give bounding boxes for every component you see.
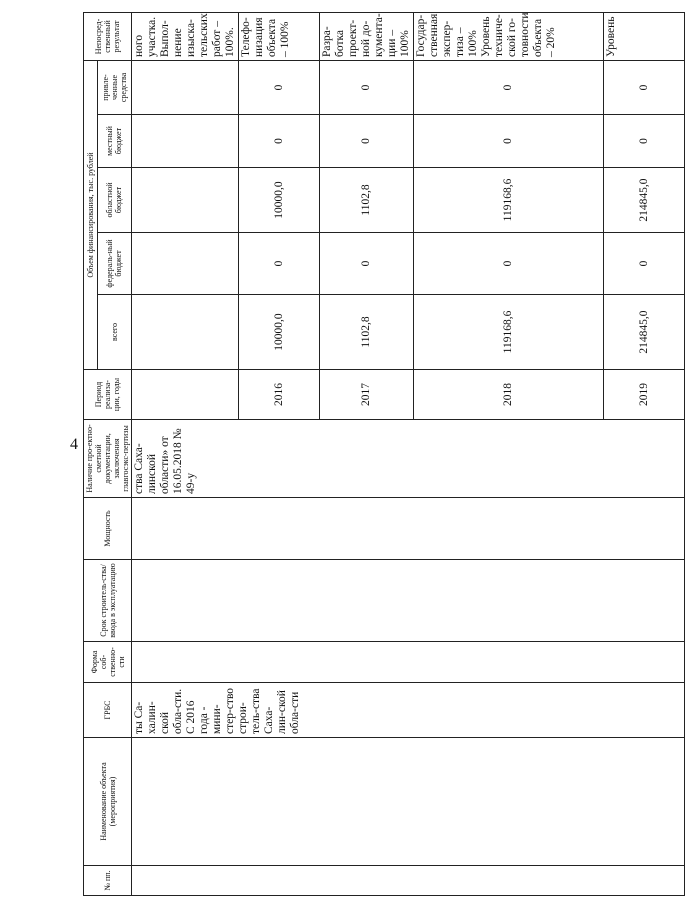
cell-period: [132, 370, 239, 420]
cell-total: [132, 295, 239, 370]
header-row-1: [84, 13, 98, 896]
cell-local: 0: [414, 115, 604, 168]
cell-year: 2017: [320, 370, 414, 420]
cell-docs: ства Саха-линской области» от 16.05.2018 № 49-у: [132, 420, 685, 498]
cell-regional: 214845,0: [604, 168, 685, 233]
cell-result: Телефо-низация объекта – 100%: [239, 13, 320, 61]
funding-table: [83, 12, 685, 896]
header-funding: Объем финансирования, тыс. рублей: [84, 61, 98, 370]
cell-regional: 1102,8: [320, 168, 414, 233]
page-number: 4: [70, 436, 78, 453]
cell-regional: 10000,0: [239, 168, 320, 233]
cell-name: [132, 738, 685, 866]
cell-year: 2018: [414, 370, 604, 420]
cell-federal: 0: [320, 233, 414, 295]
cell-attracted: 0: [414, 61, 604, 115]
rotated-table-container: [83, 12, 650, 896]
cell-regional: [132, 168, 239, 233]
cell-attracted: 0: [604, 61, 685, 115]
cell-year: 2019: [604, 370, 685, 420]
header-num: № пп.: [84, 866, 132, 896]
cell-power: [132, 498, 685, 560]
header-grbs: ГРБС: [84, 683, 132, 738]
cell-federal: 0: [414, 233, 604, 295]
cell-total: 119168,6: [414, 295, 604, 370]
cell-num: [132, 866, 685, 896]
header-form: Форма соб-ственно-сти: [84, 642, 132, 683]
header-name: Наименование объекта (мероприятия): [84, 738, 132, 866]
cell-local: 0: [239, 115, 320, 168]
cell-year: 2016: [239, 370, 320, 420]
header-total: всего: [97, 295, 131, 370]
header-power: Мощность: [84, 498, 132, 560]
cell-total: 1102,8: [320, 295, 414, 370]
table-row: [132, 13, 239, 896]
cell-regional: 119168,6: [414, 168, 604, 233]
cell-local: [132, 115, 239, 168]
header-result: Непосред-ственный результат: [84, 13, 132, 61]
cell-total: 10000,0: [239, 295, 320, 370]
header-term: Срок строитель-ства/ввода в эксплуатацию: [84, 560, 132, 642]
cell-form: [132, 642, 685, 683]
cell-local: 0: [604, 115, 685, 168]
header-regional: областной бюджет: [97, 168, 131, 233]
cell-term: [132, 560, 685, 642]
cell-local: 0: [320, 115, 414, 168]
cell-result: ного участка. Выпол-нение изыска-тельских работ – 100%.: [132, 13, 239, 61]
cell-federal: 0: [239, 233, 320, 295]
header-docs: Наличие про-ектно-сметной документации, заключения главгосэкс-пертизы: [84, 420, 132, 498]
cell-result: Государ-ственная экспер-тиза – 100% Уровень техниче-ской го-товности объекта – 20%: [414, 13, 604, 61]
cell-result: Разра-ботка проект-ной до-кумента-ции – 100%: [320, 13, 414, 61]
cell-attracted: [132, 61, 239, 115]
header-period: Период реализа-ции, годы: [84, 370, 132, 420]
cell-grbs: ты Са-халин-ской обла-сти. С 2016 года - мини-стер-ство строи-тель-ства Саха-лин-ской обла-сти: [132, 683, 685, 738]
cell-attracted: 0: [320, 61, 414, 115]
header-attracted: привле-ченные средства: [97, 61, 131, 115]
cell-federal: [132, 233, 239, 295]
cell-federal: 0: [604, 233, 685, 295]
cell-result: Уровень: [604, 13, 685, 61]
header-local: местный бюджет: [97, 115, 131, 168]
header-federal: федераль-ный бюджет: [97, 233, 131, 295]
cell-attracted: 0: [239, 61, 320, 115]
cell-total: 214845,0: [604, 295, 685, 370]
